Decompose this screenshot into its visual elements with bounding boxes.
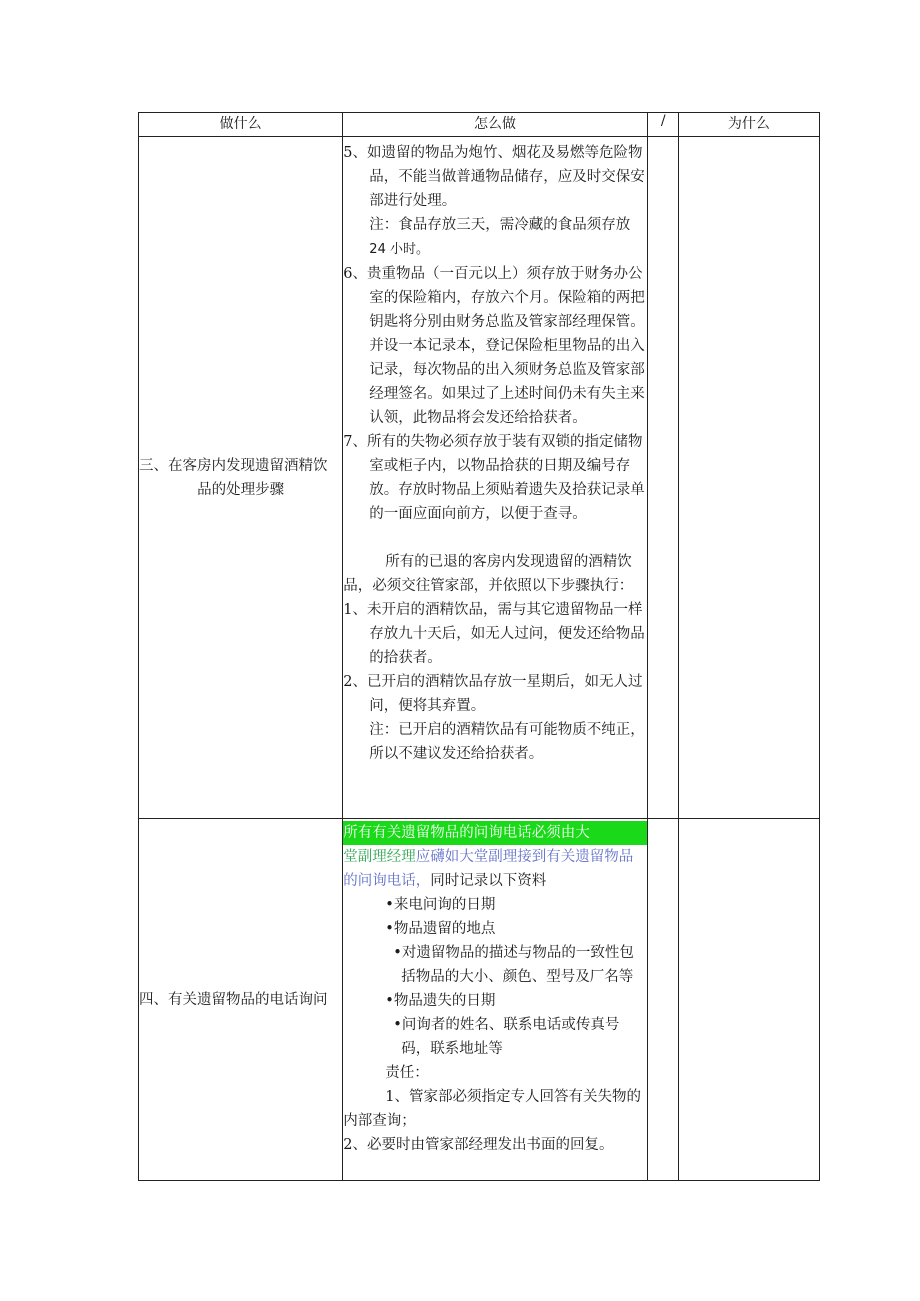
- resp-1: 1、管家部必须指定专人回答有关失物的内部查询；: [343, 1089, 642, 1129]
- item-7: 7、所有的失物必须存放于装有双锁的指定储物室或柜子内，以物品拾获的日期及编号存放。存放时物品上须贴着遗失及拾获记录单的一面应面向前方，以便于查寻。: [343, 434, 645, 522]
- step-2: 2、已开启的酒精饮品存放一星期后，如无人过问，便将其弃置。: [343, 674, 643, 714]
- bullet-lost-date: •物品遗失的日期: [385, 993, 496, 1009]
- row-alcohol: [139, 137, 820, 819]
- alcohol-intro: 所有的已退的客房内发现遗留的酒精饮品，必须交往管家部，并依照以下步骤执行：: [343, 554, 634, 594]
- bullet-date: •来电问询的日期: [385, 897, 496, 913]
- phone-intro: 堂副理经理应礴如大堂副理接到有关遗留物品的问询电话，同时记录以下资料: [343, 849, 634, 889]
- row-alcohol-label: [139, 137, 343, 819]
- row-alcohol-why: [678, 137, 819, 819]
- step-1: 1、未开启的酒精饮品，需与其它遗留物品一样存放九十天后，如无人过问，便发还给物品的拾获者。: [343, 602, 645, 666]
- row-phone: [139, 819, 820, 1181]
- phone-highlight: 所有有关遗留物品的问询电话必须由大: [343, 821, 646, 845]
- header-what: 做什么: [139, 113, 343, 137]
- item-5: 5、如遗留的物品为炮竹、烟花及易燃等危险物品，不能当做普通物品储存，应及时交保安部进行处理。: [343, 145, 645, 209]
- header-how: 怎么做: [343, 113, 647, 137]
- header-why: 为什么: [678, 113, 819, 137]
- row-phone-why: [678, 819, 819, 1181]
- bullet-description: •对遗留物品的描述与物品的一致性包括物品的大小、颜色、型号及厂名等: [393, 945, 634, 985]
- item-6: 6、贵重物品（一百元以上）须存放于财务办公室的保险箱内，存放六个月。保险箱的两把钥匙将分别由财务总监及管家部经理保管。并设一本记录本，登记保险柜里物品的出入记录，每次物品的出入须财务总监及管家部经理签名。如果过了上述时间仍未有失主来认领，此物品将会发还给拾获者。: [343, 266, 645, 426]
- row-alcohol-mark: [647, 137, 678, 819]
- bullet-contact: •问询者的姓名、联系电话或传真号码，联系地址等: [393, 1017, 620, 1057]
- bullet-location: •物品遗留的地点: [385, 921, 496, 937]
- header-row: [139, 113, 820, 137]
- resp-label: 责任：: [385, 1065, 429, 1081]
- row-phone-label: 四、有关遗留物品的电话询问: [139, 819, 343, 1181]
- row-alcohol-label-line2: 品的处理步骤: [197, 481, 285, 498]
- row-alcohol-how: [343, 137, 647, 819]
- header-mark: /: [647, 113, 678, 137]
- row-phone-how: [343, 819, 647, 1181]
- procedure-table: [138, 112, 820, 1181]
- row-phone-mark: [647, 819, 678, 1181]
- note-5: 注：食品存放三天，需冷藏的食品须存放 24 小时。: [369, 217, 631, 257]
- note-2: 注：已开启的酒精饮品有可能物质不纯正，所以不建议发还给拾获者。: [369, 722, 645, 762]
- resp-2: 2、必要时由管家部经理发出书面的回复。: [343, 1137, 614, 1153]
- row-alcohol-label-line1: 三、在客房内发现遗留酒精饮: [139, 457, 328, 474]
